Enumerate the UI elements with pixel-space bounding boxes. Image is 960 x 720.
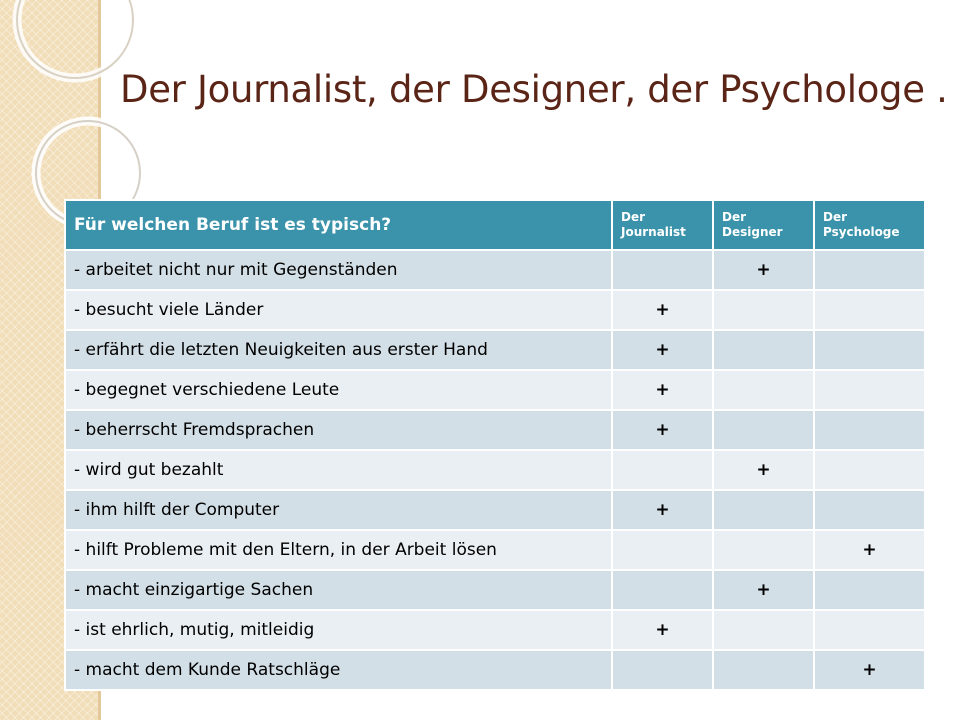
row-statement: - ist ehrlich, mutig, mitleidig (65, 610, 612, 650)
cell-psychologist (814, 250, 925, 290)
cell-psychologist (814, 570, 925, 610)
cell-journalist (612, 250, 713, 290)
header-journalist: Der Journalist (612, 200, 713, 250)
cell-designer (713, 410, 814, 450)
table-row (65, 330, 925, 370)
cell-journalist (612, 530, 713, 570)
row-statement: - beherrscht Fremdsprachen (65, 410, 612, 450)
cell-journalist: + (612, 610, 713, 650)
header-psychologist: Der Psychologe (814, 200, 925, 250)
table-row (65, 650, 925, 690)
cell-psychologist (814, 490, 925, 530)
cell-psychologist: + (814, 650, 925, 690)
cell-designer (713, 490, 814, 530)
cell-designer: + (713, 250, 814, 290)
table-row (65, 370, 925, 410)
cell-journalist: + (612, 290, 713, 330)
cell-psychologist (814, 410, 925, 450)
cell-journalist: + (612, 410, 713, 450)
table-row (65, 450, 925, 490)
row-statement: - arbeitet nicht nur mit Gegenständen (65, 250, 612, 290)
cell-journalist: + (612, 370, 713, 410)
table-row (65, 290, 925, 330)
cell-designer (713, 650, 814, 690)
cell-designer (713, 610, 814, 650)
cell-journalist (612, 650, 713, 690)
row-statement: - begegnet verschiedene Leute (65, 370, 612, 410)
slide-title: Der Journalist, der Designer, der Psychologe . (120, 68, 948, 111)
cell-journalist: + (612, 490, 713, 530)
table-row (65, 490, 925, 530)
header-question: Für welchen Beruf ist es typisch? (65, 200, 612, 250)
row-statement: - macht dem Kunde Ratschläge (65, 650, 612, 690)
cell-psychologist (814, 610, 925, 650)
table-row (65, 250, 925, 290)
cell-psychologist (814, 370, 925, 410)
table-row (65, 530, 925, 570)
cell-psychologist: + (814, 530, 925, 570)
row-statement: - wird gut bezahlt (65, 450, 612, 490)
table-header-row (65, 200, 925, 250)
row-statement: - macht einzigartige Sachen (65, 570, 612, 610)
row-statement: - ihm hilft der Computer (65, 490, 612, 530)
table-row (65, 610, 925, 650)
cell-journalist: + (612, 330, 713, 370)
cell-psychologist (814, 330, 925, 370)
cell-designer (713, 290, 814, 330)
cell-designer (713, 370, 814, 410)
cell-designer: + (713, 450, 814, 490)
cell-designer (713, 530, 814, 570)
cell-psychologist (814, 290, 925, 330)
table-row (65, 410, 925, 450)
cell-designer: + (713, 570, 814, 610)
row-statement: - besucht viele Länder (65, 290, 612, 330)
cell-journalist (612, 570, 713, 610)
table-row (65, 570, 925, 610)
row-statement: - hilft Probleme mit den Eltern, in der Arbeit lösen (65, 530, 612, 570)
cell-psychologist (814, 450, 925, 490)
header-designer: Der Designer (713, 200, 814, 250)
profession-table (64, 199, 926, 691)
row-statement: - erfährt die letzten Neuigkeiten aus erster Hand (65, 330, 612, 370)
cell-designer (713, 330, 814, 370)
cell-journalist (612, 450, 713, 490)
